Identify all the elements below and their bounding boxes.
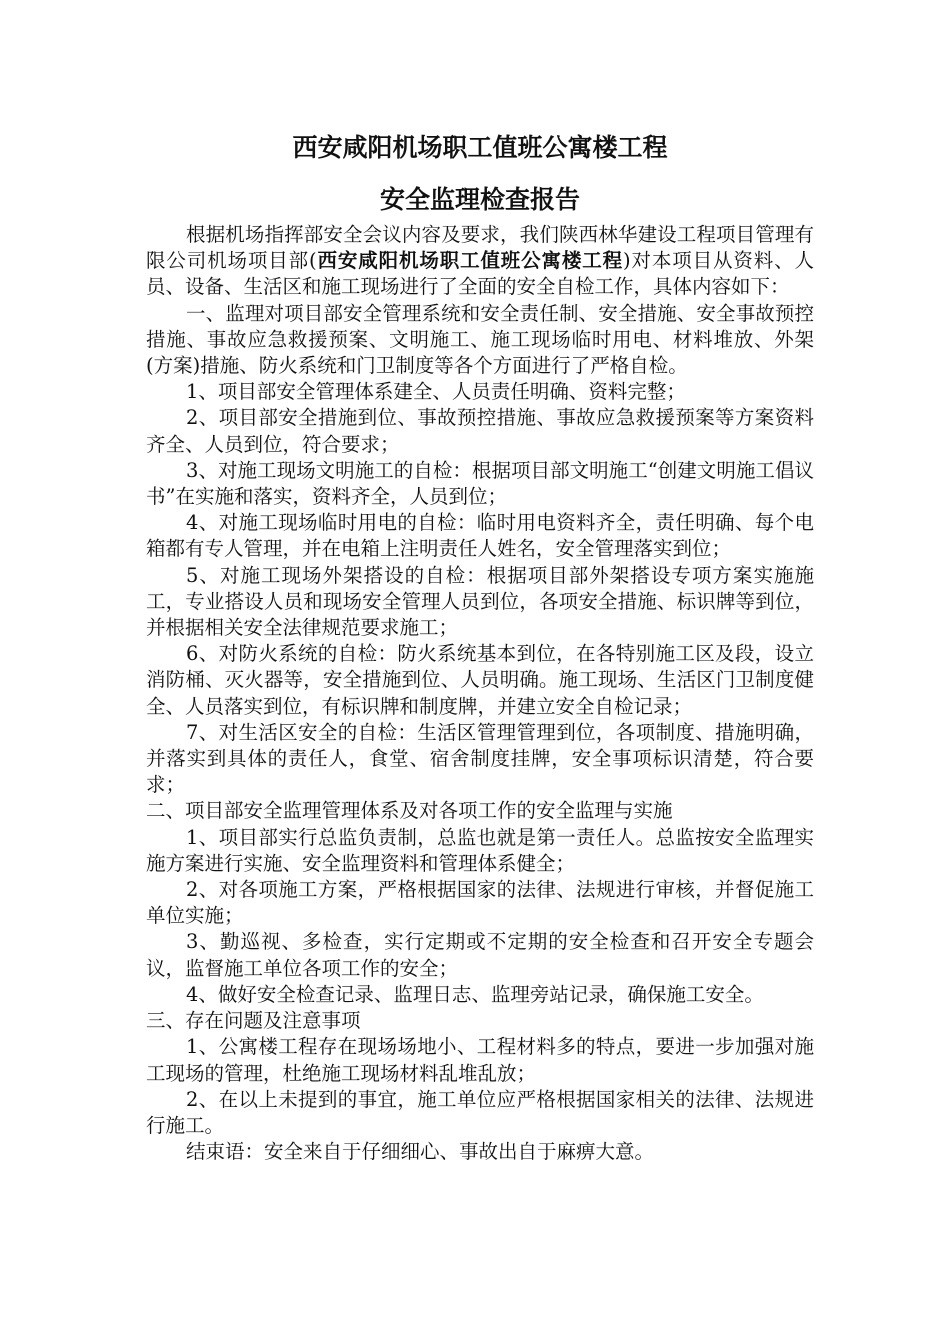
intro-text-before: 根据机场指挥部安全会议内容及要求，我们陕西林华建设工程项目管理有限公司机场项目部( (146, 223, 814, 273)
section-2-item: 2、对各项施工方案，严格根据国家的法律、法规进行审核，并督促施工单位实施； (146, 878, 814, 928)
section-1-item: 1、项目部安全管理体系建全、人员责任明确、资料完整； (186, 380, 686, 404)
intro-text-after: )对本项目从资料、人员、设备、生活区和施工现场进行了全面的安全自检工作，具体内容如下： (146, 249, 815, 299)
section-1-item: 7、对生活区安全的自检：生活区管理管理到位，各项制度、措施明确，并落实到具体的责任人，食堂、宿舍制度挂牌，安全事项标识清楚，符合要求； (146, 720, 814, 797)
project-name-emphasis: 西安咸阳机场职工值班公寓楼工程 (316, 249, 624, 273)
section-1-heading: 一、监理对项目部安全管理系统和安全责任制、安全措施、安全事故预控措施、事故应急救援预案、文明施工、施工现场临时用电、材料堆放、外架(方案)措施、防火系统和门卫制度等各个方面进行了严格自检。 (146, 301, 814, 378)
section-1-item: 3、对施工现场文明施工的自检：根据项目部文明施工“创建文明施工倡议书”在实施和落实，资料齐全，人员到位； (146, 458, 814, 509)
section-2-item: 3、勤巡视、多检查，实行定期或不定期的安全检查和召开安全专题会议，监督施工单位各项工作的安全； (146, 930, 814, 980)
section-3-item: 2、在以上未提到的事宜，施工单位应严格根据国家相关的法律、法规进行施工。 (146, 1087, 814, 1137)
section-2-heading: 二、项目部安全监理管理体系及对各项工作的安全监理与实施 (146, 799, 673, 823)
section-3-heading: 三、存在问题及注意事项 (146, 1009, 361, 1033)
section-3-item: 1、公寓楼工程存在现场场地小、工程材料多的特点，要进一步加强对施工现场的管理，杜绝施工现场材料乱堆乱放； (146, 1035, 814, 1085)
section-1-item: 6、对防火系统的自检：防火系统基本到位，在各特别施工区及段，设立消防桶、灭火器等，安全措施到位、人员明确。施工现场、生活区门卫制度健全、人员落实到位，有标识牌和制度牌，并建立安全自检记录； (146, 642, 814, 718)
document-page (146, 128, 814, 1165)
closing-statement: 结束语：安全来自于仔细细心、事故出自于麻痹大意。 (186, 1140, 655, 1164)
document-title: 西安咸阳机场职工值班公寓楼工程 (292, 133, 668, 162)
intro-paragraph (146, 222, 814, 301)
section-2-item: 4、做好安全检查记录、监理日志、监理旁站记录，确保施工安全。 (186, 982, 764, 1006)
section-1-item: 2、项目部安全措施到位、事故预控措施、事故应急救援预案等方案资料齐全、人员到位，符合要求； (146, 406, 814, 456)
section-1-item: 4、对施工现场临时用电的自检：临时用电资料齐全，责任明确、每个电箱都有专人管理，并在电箱上注明责任人姓名，安全管理落实到位； (146, 511, 814, 561)
document-subtitle: 安全监理检查报告 (379, 185, 580, 214)
section-2-item: 1、项目部实行总监负责制，总监也就是第一责任人。总监按安全监理实施方案进行实施、安全监理资料和管理体系健全； (146, 825, 814, 875)
section-1-item: 5、对施工现场外架搭设的自检：根据项目部外架搭设专项方案实施施工，专业搭设人员和现场安全管理人员到位，各项安全措施、标识牌等到位，并根据相关安全法律规范要求施工； (146, 563, 814, 640)
